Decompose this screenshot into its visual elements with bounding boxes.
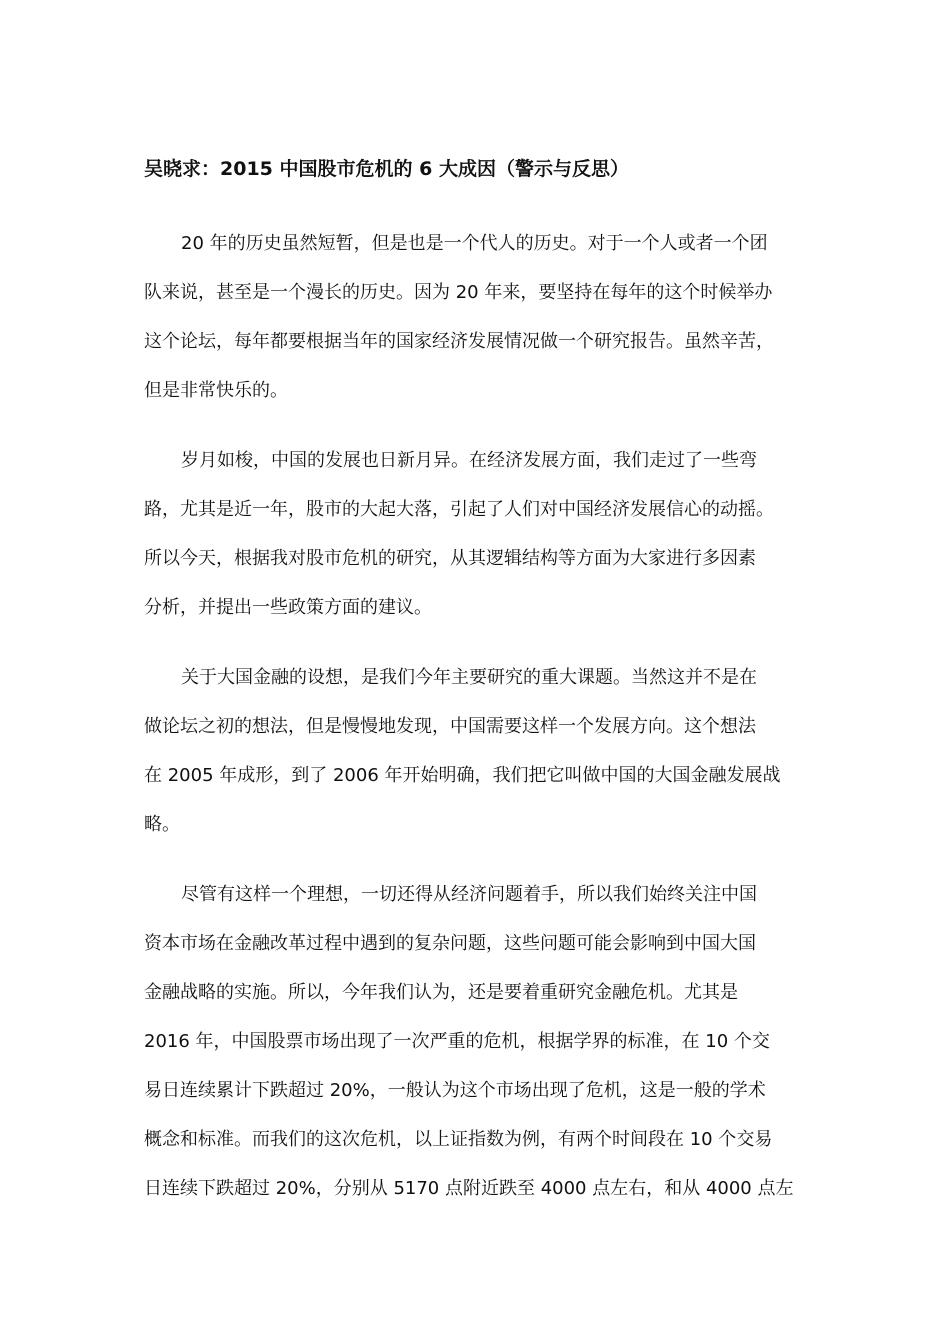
paragraph-line: 日连续下跌超过 20%，分别从 5170 点附近跌至 4000 点左右，和从 4000 点左 [144,1178,794,1199]
paragraph-line: 队来说，甚至是一个漫长的历史。因为 20 年来，要坚持在每年的这个时候举办 [144,282,773,303]
paragraph-line: 资本市场在金融改革过程中遇到的复杂问题，这些问题可能会影响到中国大国 [144,933,756,954]
paragraph-line: 2016 年，中国股票市场出现了一次严重的危机，根据学界的标准，在 10 个交 [144,1031,770,1052]
paragraph-line: 但是非常快乐的。 [144,380,288,401]
paragraph-line: 岁月如梭，中国的发展也日新月异。在经济发展方面，我们走过了一些弯 [181,450,757,471]
paragraph-line: 做论坛之初的想法，但是慢慢地发现，中国需要这样一个发展方向。这个想法 [144,716,756,737]
document-page [144,152,812,1213]
paragraph-line: 关于大国金融的设想，是我们今年主要研究的重大课题。当然这并不是在 [181,667,757,688]
paragraph-line: 20 年的历史虽然短暂，但是也是一个代人的历史。对于一个人或者一个团 [181,233,768,254]
paragraph-line: 在 2005 年成形，到了 2006 年开始明确，我们把它叫做中国的大国金融发展战 [144,765,781,786]
paragraph-line: 这个论坛，每年都要根据当年的国家经济发展情况做一个研究报告。虽然辛苦， [144,331,774,352]
paragraph-line: 概念和标准。而我们的这次危机，以上证指数为例，有两个时间段在 10 个交易 [144,1129,773,1150]
paragraph-line: 金融战略的实施。所以，今年我们认为，还是要着重研究金融危机。尤其是 [144,982,738,1003]
paragraph-line: 所以今天，根据我对股市危机的研究，从其逻辑结构等方面为大家进行多因素 [144,548,756,569]
paragraph-2 [144,436,812,632]
paragraph-3 [144,653,812,849]
paragraph-line: 路，尤其是近一年，股市的大起大落，引起了人们对中国经济发展信心的动摇。 [144,499,774,520]
paragraph-line: 分析，并提出一些政策方面的建议。 [144,597,432,618]
paragraph-4 [144,870,812,1213]
paragraph-line: 略。 [144,814,180,835]
document-title: 吴晓求：2015 中国股市危机的 6 大成因（警示与反思） [144,158,629,180]
paragraph-1 [144,219,812,415]
paragraph-line: 易日连续累计下跌超过 20%，一般认为这个市场出现了危机，这是一般的学术 [144,1080,766,1101]
paragraph-line: 尽管有这样一个理想，一切还得从经济问题着手，所以我们始终关注中国 [181,884,757,905]
